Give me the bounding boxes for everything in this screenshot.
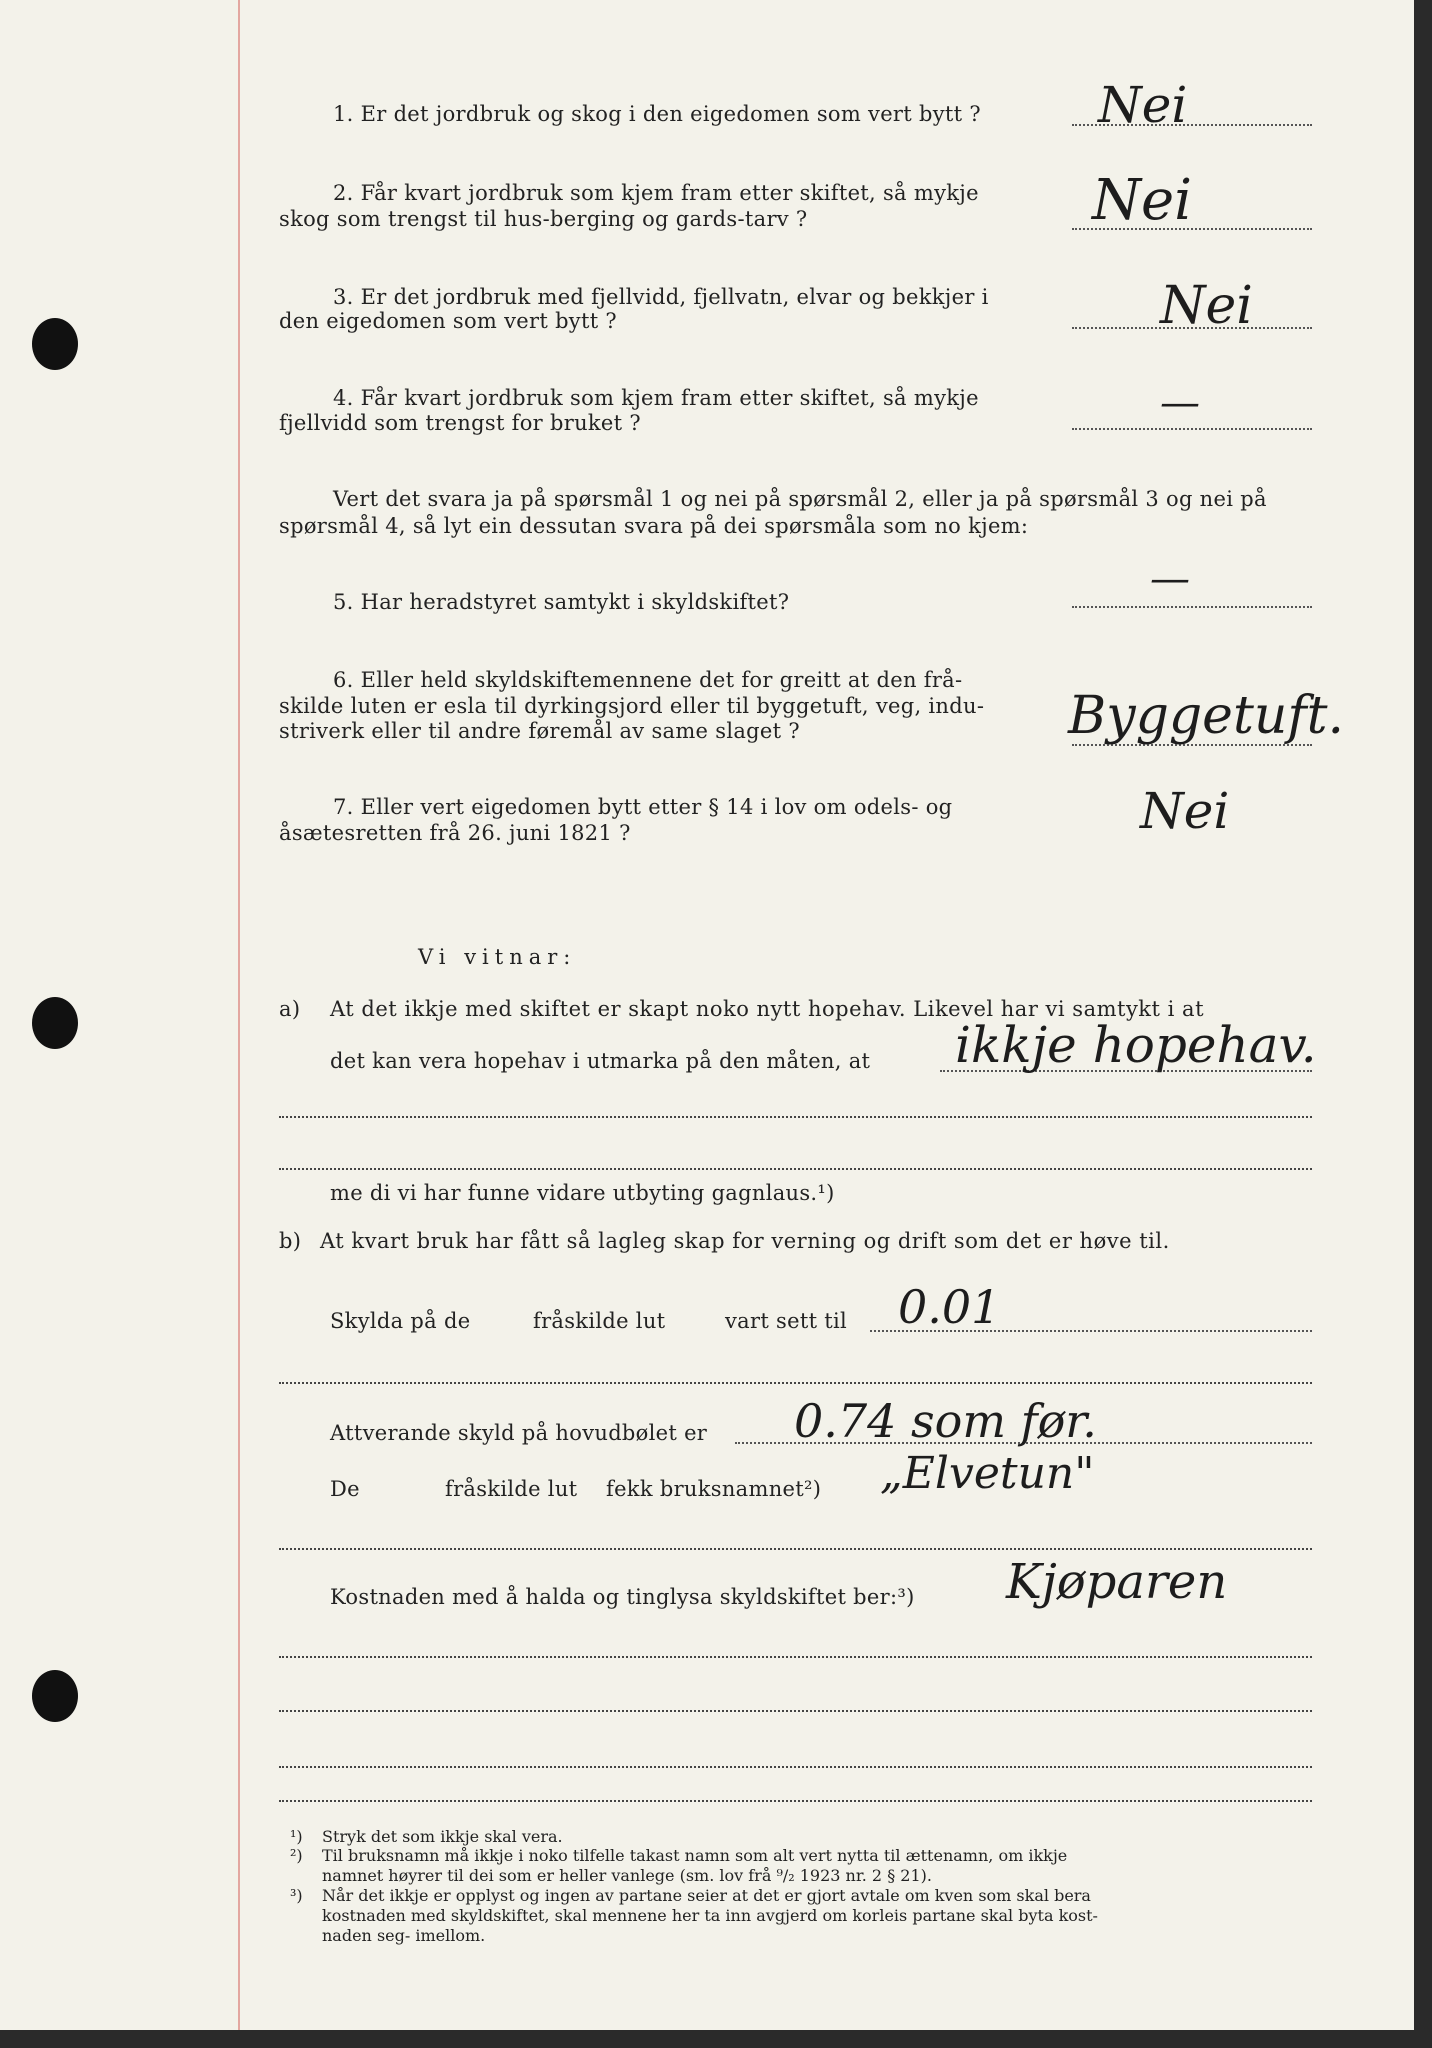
punch-hole bbox=[32, 1670, 78, 1722]
answer-3: Nei bbox=[1160, 276, 1253, 336]
question-3-line2: den eigedomen som vert bytt ? bbox=[279, 309, 617, 333]
question-6-line3: striverk eller til andre føremål av same slaget ? bbox=[279, 719, 800, 743]
footnote-3: ³) Når det ikkje er opplyst og ingen av partane seier at det er gjort avtale om kven som skal bera bbox=[290, 1886, 1091, 1905]
footnote-2: ²) Til bruksnamn må ikkje i noko tilfelle takast namn som alt vert nytta til ættenamn, om ikkje bbox=[290, 1846, 1068, 1865]
blank-line bbox=[279, 1168, 1312, 1170]
answer-5: — bbox=[1150, 556, 1190, 602]
bruksnamn-value: „Elvetun" bbox=[880, 1448, 1095, 1499]
answer-hopehav: ikkje hopehav. bbox=[955, 1016, 1317, 1074]
bruksnamn-label-b: fråskilde lut bbox=[445, 1477, 578, 1501]
witness-heading: Vi vitnar: bbox=[418, 945, 577, 969]
intro-line1: Vert det svara ja på spørsmål 1 og nei på spørsmål 2, eller ja på spørsmål 3 og nei på bbox=[333, 487, 1267, 511]
punch-hole bbox=[32, 997, 78, 1049]
blank-line bbox=[279, 1766, 1312, 1768]
attverande-label: Attverande skyld på hovudbølet er bbox=[330, 1421, 708, 1445]
witness-a-line1: At det ikkje med skiftet er skapt noko nytt hopehav. Likevel har vi samtykt i at bbox=[330, 997, 1205, 1021]
blank-line bbox=[279, 1656, 1312, 1658]
question-7-line1: 7. Eller vert eigedomen bytt etter § 14 i lov om odels- og bbox=[333, 795, 953, 819]
question-1: 1. Er det jordbruk og skog i den eigedomen som vert bytt ? bbox=[333, 102, 981, 126]
scan-border bbox=[1414, 0, 1432, 2048]
footnote-1: ¹) Stryk det som ikkje skal vera. bbox=[290, 1827, 563, 1846]
witness-a-label: a) bbox=[279, 997, 301, 1021]
question-2-line2: skog som trengst til hus-berging og gards-tarv ? bbox=[279, 207, 808, 231]
question-2-line1: 2. Får kvart jordbruk som kjem fram etter skiftet, så mykje bbox=[333, 181, 979, 205]
answer-line bbox=[1072, 428, 1312, 430]
question-5: 5. Har heradstyret samtykt i skyldskiftet? bbox=[333, 590, 790, 614]
answer-2: Nei bbox=[1092, 168, 1193, 233]
answer-line bbox=[1072, 606, 1312, 608]
bruksnamn-label-c: fekk bruksnamnet²) bbox=[606, 1477, 822, 1501]
bruksnamn-label-a: De bbox=[330, 1477, 360, 1501]
witness-b-line1: At kvart bruk har fått så lagleg skap for verning og drift som det er høve til. bbox=[320, 1229, 1170, 1253]
answer-1: Nei bbox=[1098, 76, 1188, 134]
skylda-label-b: fråskilde lut bbox=[533, 1309, 666, 1333]
blank-line bbox=[279, 1710, 1312, 1712]
skylda-label-c: vart sett til bbox=[725, 1309, 848, 1333]
witness-a-line2: det kan vera hopehav i utmarka på den måten, at bbox=[330, 1049, 871, 1073]
witness-a-line3: me di vi har funne vidare utbyting gagnlaus.¹) bbox=[330, 1181, 835, 1205]
answer-4: — bbox=[1160, 380, 1200, 426]
question-7-line2: åsætesretten frå 26. juni 1821 ? bbox=[279, 821, 631, 845]
witness-b-label: b) bbox=[279, 1229, 302, 1253]
answer-6: Byggetuft. bbox=[1068, 686, 1344, 746]
punch-hole bbox=[32, 318, 78, 370]
footnote-2-line2: namnet høyrer til dei som er heller vanlege (sm. lov frå ⁹/₂ 1923 nr. 2 § 21). bbox=[322, 1866, 932, 1885]
question-3-line1: 3. Er det jordbruk med fjellvidd, fjellvatn, elvar og bekkjer i bbox=[333, 285, 989, 309]
skylda-label-a: Skylda på de bbox=[330, 1309, 471, 1333]
margin-rule bbox=[238, 0, 240, 2030]
blank-line bbox=[279, 1548, 1312, 1550]
blank-line bbox=[279, 1116, 1312, 1118]
footnote-3-line3: naden seg- imellom. bbox=[322, 1926, 486, 1945]
scan-border bbox=[0, 2030, 1432, 2048]
footnote-3-line2: kostnaden med skyldskiftet, skal mennene her ta inn avgjerd om korleis partane skal byta kost- bbox=[322, 1906, 1098, 1925]
kostnad-label: Kostnaden med å halda og tinglysa skyldskiftet ber:³) bbox=[330, 1585, 915, 1609]
question-6-line1: 6. Eller held skyldskiftemennene det for greitt at den frå- bbox=[333, 668, 963, 692]
blank-line bbox=[279, 1800, 1312, 1802]
skylda-value: 0.01 bbox=[898, 1280, 1001, 1334]
intro-line2: spørsmål 4, så lyt ein dessutan svara på dei spørsmåla som no kjem: bbox=[279, 514, 1029, 538]
attverande-value: 0.74 som før. bbox=[794, 1394, 1097, 1448]
question-6-line2: skilde luten er esla til dyrkingsjord eller til byggetuft, veg, indu- bbox=[279, 694, 985, 718]
blank-line bbox=[279, 1382, 1312, 1384]
question-4-line2: fjellvidd som trengst for bruket ? bbox=[279, 411, 641, 435]
kostnad-value: Kjøparen bbox=[1006, 1554, 1228, 1610]
question-4-line1: 4. Får kvart jordbruk som kjem fram etter skiftet, så mykje bbox=[333, 386, 979, 410]
answer-7: Nei bbox=[1140, 782, 1230, 840]
